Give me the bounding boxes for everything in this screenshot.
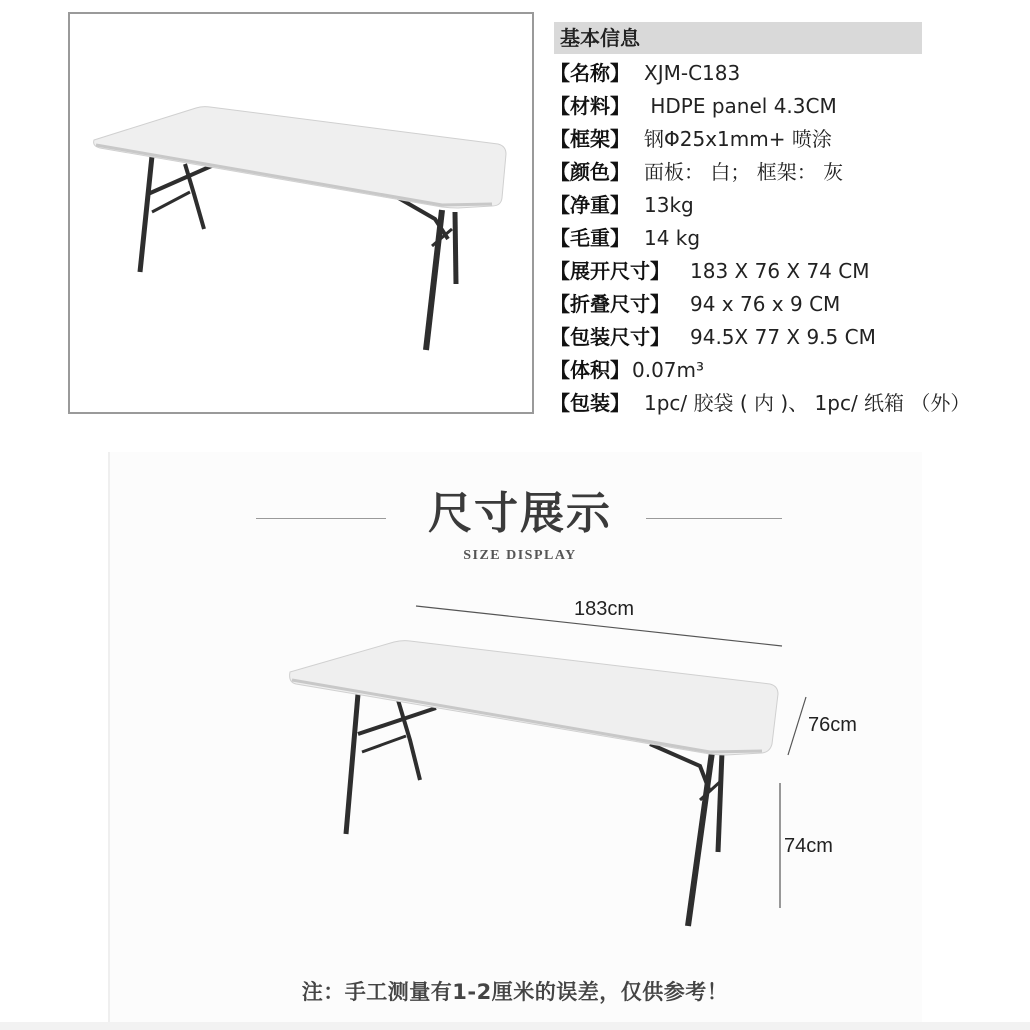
spec-key: 【材料】	[550, 94, 630, 118]
spec-value: 钢Φ25x1mm+ 喷涂	[644, 127, 832, 151]
spec-key: 【折叠尺寸】	[550, 292, 670, 316]
spec-key: 【净重】	[550, 193, 630, 217]
spec-value: 0.07m³	[632, 358, 705, 382]
bottom-strip	[0, 1022, 1030, 1030]
spec-value: 13kg	[644, 193, 694, 217]
spec-key: 【毛重】	[550, 226, 630, 250]
measurement-footnote: 注：手工测量有1-2厘米的误差，仅供参考！	[301, 980, 729, 1004]
spec-value: 1pc/ 胶袋 ( 内 )、 1pc/ 纸箱 （外）	[644, 391, 971, 415]
basic-info-header: 基本信息	[554, 22, 922, 54]
spec-key: 【包装】	[550, 391, 630, 415]
spec-value: 183 X 76 X 74 CM	[690, 259, 870, 283]
spec-value: 94.5X 77 X 9.5 CM	[690, 325, 876, 349]
spec-key: 【展开尺寸】	[550, 259, 670, 283]
length-label: 183cm	[574, 598, 635, 620]
spec-value: HDPE panel 4.3CM	[644, 94, 837, 118]
spec-key: 【名称】	[550, 61, 630, 85]
spec-key: 【包装尺寸】	[550, 325, 670, 349]
spec-value: 14 kg	[644, 226, 701, 250]
spec-key: 【体积】	[550, 358, 630, 382]
width-label: 76cm	[808, 714, 857, 736]
spec-key: 【框架】	[550, 127, 630, 151]
spec-value: 94 x 76 x 9 CM	[690, 292, 841, 316]
section-subtitle: SIZE DISPLAY	[463, 548, 577, 563]
section-title: 尺寸展示	[428, 488, 612, 539]
height-label: 74cm	[784, 835, 833, 857]
spec-value: XJM-C183	[644, 61, 741, 85]
spec-value: 面板： 白； 框架： 灰	[644, 160, 844, 184]
spec-key: 【颜色】	[550, 160, 630, 184]
